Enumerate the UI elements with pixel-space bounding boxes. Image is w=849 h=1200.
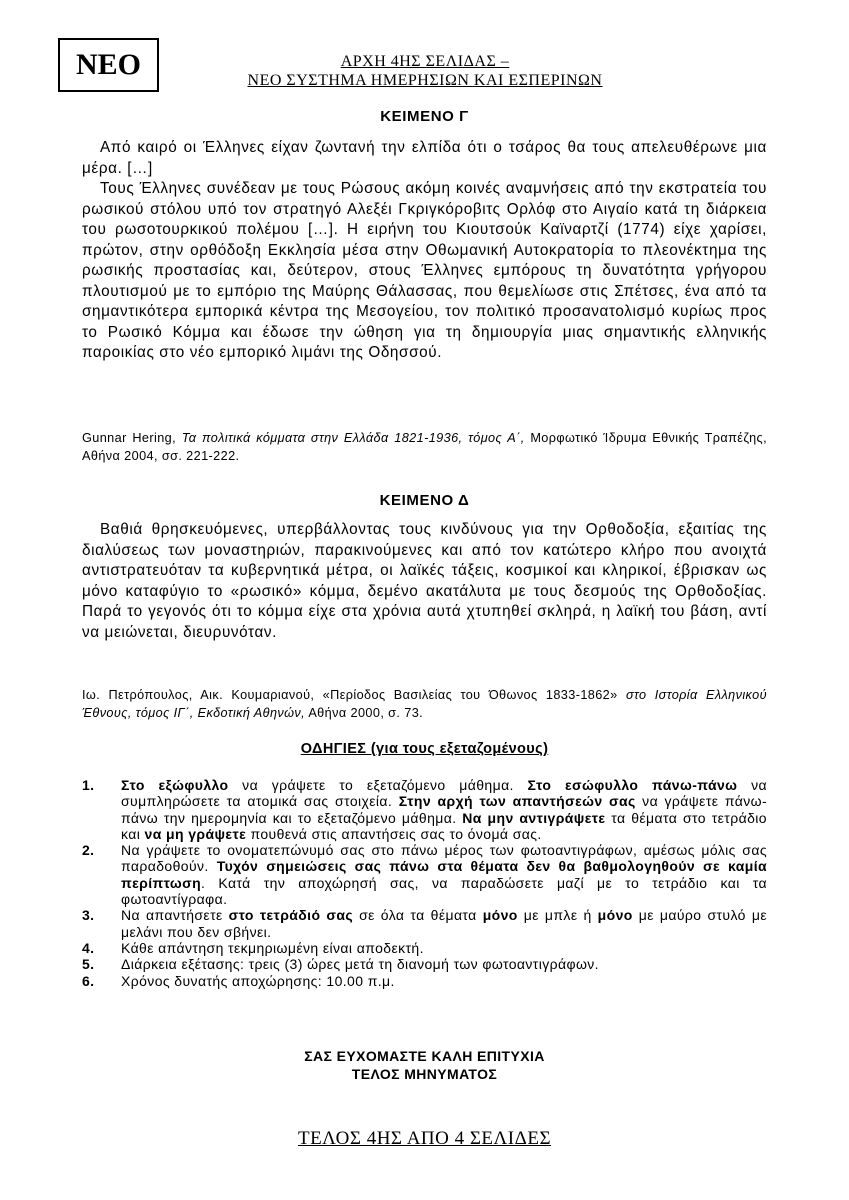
- citation-book-title: Τα πολιτικά κόμματα στην Ελλάδα 1821-1936, τόμος Α΄,: [181, 431, 525, 445]
- text-g-paragraph-2: Τους Έλληνες συνέδεαν με τους Ρώσους ακόμη κοινές αναμνήσεις από την εκστρατεία του ρωσικού στόλου υπό τον στρατηγό Αλεξέι Γκριγκόροβιτς Ορλόφ στο Αιγαίο κατά τη διάρκεια του ρωσοτουρκικού πολέμου […]. Η ειρήνη του Κιουτσούκ Καϊναρτζί (1774) είχε χαρίσει, πρώτον, στην ορθόδοξη Εκκλησία μέσα στην Οθωμανική Αυτοκρατορία το πλεονέκτημα της ρωσικής προστασίας και, δεύτερον, στους Έλληνες εμπόρους τη δυνατότητα γρήγορου πλουτισμού με το εμπόριο της Μαύρης Θάλασσας, που θεμελίωσε στις Σπέτσες, ένα από τα σημαντικότερα εμπορικά κέντρα της Μεσογείου, τον πολιτικό προσανατολισμό κυρίως προς το Ρωσικό Κόμμα και έδωσε την ώθηση για τη δημιουργία μιας σημαντικής ελληνικής παροικίας στο νέο εμπορικό λιμάνι της Οδησσού.: [82, 180, 767, 361]
- citation-work-title: στο Ιστορία Ελληνικού Έθνους, τόμος ΙΓ΄, Εκδοτική Αθηνών,: [82, 688, 767, 720]
- page-header: [190, 52, 660, 90]
- instruction-text: Να γράψετε το ονοματεπώνυμό σας στο πάνω μέρος των φωτοαντιγράφων, αμέσως μόλις σας παραδοθούν.: [121, 842, 767, 875]
- instruction-emphasis: Να μην αντιγράψετε: [462, 809, 606, 826]
- instruction-emphasis: να μη γράψετε: [144, 825, 247, 842]
- closing-line-1: ΣΑΣ ΕΥΧΟΜΑΣΤΕ ΚΑΛΗ ΕΠΙΤΥΧΙΑ: [304, 1048, 545, 1064]
- instruction-number: 2.: [82, 842, 95, 859]
- header-line-2: ΝΕΟ ΣΥΣΤΗΜΑ ΗΜΕΡΗΣΙΩΝ ΚΑΙ ΕΣΠΕΡΙΝΩΝ: [247, 72, 603, 89]
- instruction-text: τα θέματα στο τετράδιο και: [121, 809, 767, 842]
- citation-publisher: Μορφωτικό Ίδρυμα Εθνικής Τραπέζης, Αθήνα 2004, σσ. 221-222.: [82, 431, 767, 463]
- citation-author: Gunnar Hering,: [82, 431, 182, 445]
- instructions-title: ΟΔΗΓΙΕΣ (για τους εξεταζομένους): [300, 741, 549, 757]
- instruction-text: Να απαντήσετε: [121, 907, 229, 924]
- instruction-text: Διάρκεια εξέτασης: τρεις (3) ώρες μετά τη διανομή των φωτοαντιγράφων.: [121, 956, 599, 973]
- instruction-item: [82, 907, 767, 940]
- text-d-title: ΚΕΙΜΕΝΟ Δ: [379, 492, 470, 509]
- instruction-number: 5.: [82, 956, 95, 973]
- instruction-item: [82, 842, 767, 907]
- instructions-list: [82, 777, 767, 989]
- text-g-title: ΚΕΙΜΕΝΟ Γ: [380, 108, 469, 125]
- text-g-body: [82, 138, 767, 364]
- instruction-emphasis: στο τετράδιό σας: [228, 907, 354, 924]
- instruction-emphasis: μόνο: [482, 907, 518, 924]
- instruction-text: να συμπληρώσετε τα ατομικά σας στοιχεία.: [121, 777, 768, 810]
- instruction-emphasis: Στο εξώφυλλο: [121, 777, 229, 793]
- instruction-item: [82, 973, 767, 989]
- instruction-text: με μπλε ή: [517, 907, 598, 924]
- instruction-text: με μαύρο στυλό με μελάνι που δεν σβήνει.: [121, 907, 767, 940]
- instruction-text: Κάθε απάντηση τεκμηριωμένη είναι αποδεκτή.: [121, 939, 424, 956]
- closing-message: [0, 1047, 849, 1083]
- text-d-citation: [82, 686, 767, 722]
- instruction-number: 6.: [82, 972, 95, 989]
- text-d-paragraph-1: Βαθιά θρησκευόμενες, υπερβάλλοντας τους κινδύνους για την Ορθοδοξία, εξαιτίας της διαλύσεως των μοναστηριών, παρακινούμενες και από τον κατώτερο κλήρο που ανοιχτά αντιστρατευόταν τα κυβερνητικά μέτρα, οι λαϊκές τάξεις, κοσμικοί και κληρικοί, έβρισκαν ως μόνο καταφύγιο το «ρωσικό» κόμμα, δεμένο ακατάλυτα με τους δεσμούς της Ορθοδοξίας. Παρά το γεγονός ότι το κόμμα είχε στα χρόνια αυτά χτυπηθεί σκληρά, η λαϊκή του βάση, αντί να μειώνεται, διευρυνόταν.: [82, 521, 767, 641]
- instruction-number: 3.: [82, 907, 95, 924]
- instruction-number: 1.: [82, 777, 95, 793]
- instruction-text: να γράψετε πάνω-πάνω την ημερομηνία και το εξεταζόμενο μάθημα.: [121, 793, 768, 826]
- citation-place-year: Αθήνα 2000, σ. 73.: [305, 706, 424, 720]
- text-g-paragraph-1: Από καιρό οι Έλληνες είχαν ζωντανή την ελπίδα ότι ο τσάρος θα τους απελευθέρωνε μια μέρα. […]: [82, 139, 767, 177]
- instruction-text: να γράψετε το εξεταζόμενο μάθημα.: [228, 777, 528, 793]
- text-d-body: [82, 520, 767, 643]
- instruction-text: πουθενά στις απαντήσεις σας το όνομά σας.: [246, 825, 542, 842]
- instruction-number: 4.: [82, 939, 95, 956]
- new-system-badge: ΝΕΟ: [58, 38, 159, 92]
- instruction-item: [82, 956, 767, 972]
- instruction-emphasis: Τυχόν σημειώσεις σας πάνω στα θέματα δεν θα βαθμολογηθούν σε καμία περίπτωση: [121, 858, 768, 891]
- header-line-1: ΑΡΧΗ 4ΗΣ ΣΕΛΙΔΑΣ –: [340, 53, 510, 70]
- instruction-text: σε όλα τα θέματα: [353, 907, 483, 924]
- page-footer: ΤΕΛΟΣ 4ΗΣ ΑΠΟ 4 ΣΕΛΙΔΕΣ: [297, 1128, 552, 1149]
- text-g-citation: [82, 429, 767, 465]
- instruction-item: [82, 777, 767, 842]
- closing-line-2: ΤΕΛΟΣ ΜΗΝΥΜΑΤΟΣ: [351, 1066, 498, 1082]
- instruction-text: Χρόνος δυνατής αποχώρησης: 10.00 π.μ.: [121, 972, 395, 989]
- instruction-emphasis: μόνο: [597, 907, 633, 924]
- instruction-emphasis: Στην αρχή των απαντήσεών σας: [398, 793, 636, 810]
- instruction-text: . Κατά την αποχώρησή σας, να παραδώσετε μαζί με το τετράδιο και τα φωτοαντίγραφα.: [121, 874, 767, 908]
- instruction-emphasis: Στο εσώφυλλο πάνω-πάνω: [527, 777, 738, 793]
- instruction-item: [82, 940, 767, 956]
- citation-authors: Ιω. Πετρόπουλος, Αικ. Κουμαριανού, «Περίοδος Βασιλείας του Όθωνος 1833-1862»: [82, 688, 626, 702]
